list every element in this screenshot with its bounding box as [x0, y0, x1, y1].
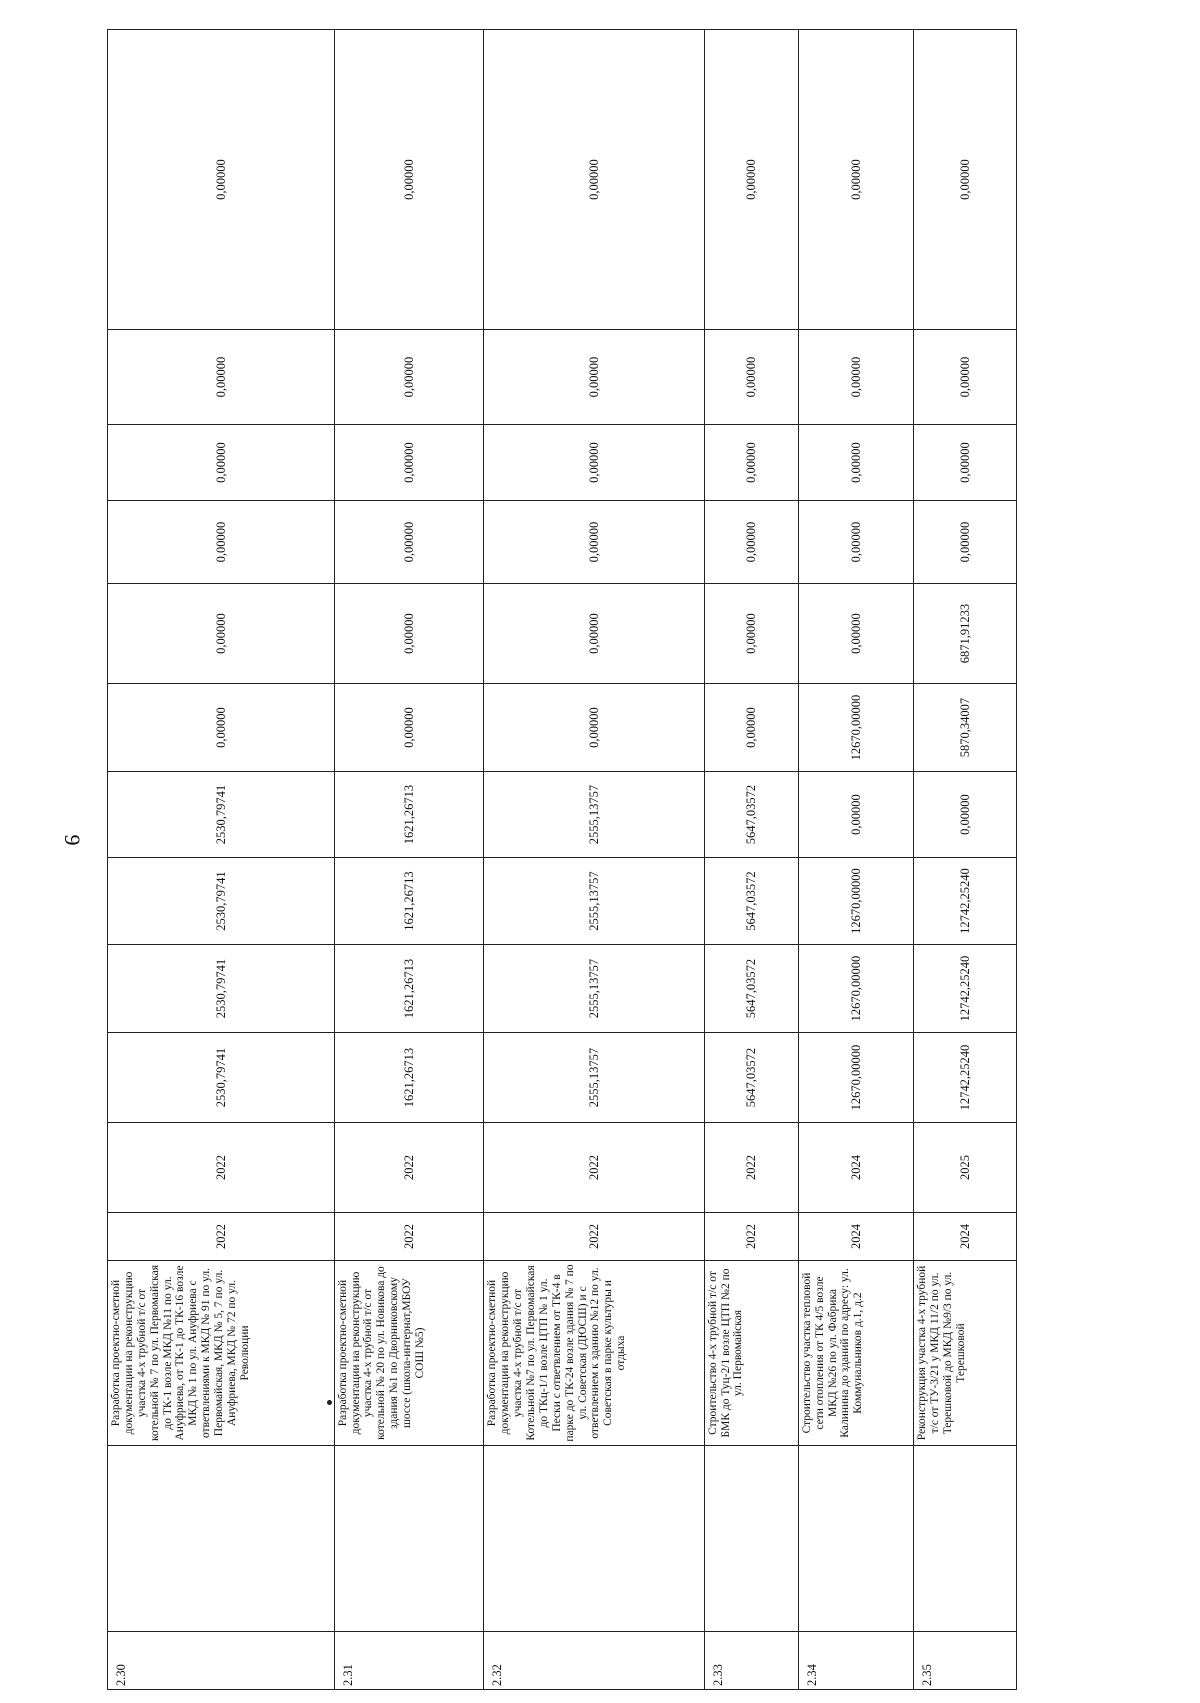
value-cell: 0,00000 — [108, 425, 335, 501]
table-row — [798, 30, 913, 1690]
scan-speck — [327, 1400, 332, 1405]
value-cell: 0,00000 — [334, 330, 484, 425]
blank-cell — [798, 1446, 913, 1632]
table-row — [334, 30, 484, 1690]
value-cell: 12670,00000 — [798, 858, 913, 945]
start-year-cell: 2022 — [108, 1213, 335, 1261]
value-cell: 0,00000 — [704, 425, 798, 501]
value-cell: 1621,26713 — [334, 1033, 484, 1123]
value-cell: 2530,79741 — [108, 772, 335, 858]
value-cell: 0,00000 — [704, 501, 798, 584]
value-cell: 0,00000 — [484, 30, 704, 330]
end-year-cell: 2022 — [484, 1123, 704, 1213]
start-year-cell: 2022 — [704, 1213, 798, 1261]
table-row — [914, 30, 1017, 1690]
value-cell: 5647,03572 — [704, 772, 798, 858]
value-cell: 5870,34007 — [914, 684, 1017, 772]
end-year-cell: 2022 — [108, 1123, 335, 1213]
row-number-cell: 2.35 — [914, 1632, 1017, 1690]
value-cell: 0,00000 — [704, 30, 798, 330]
end-year-cell: 2022 — [334, 1123, 484, 1213]
description-cell: Реконструкция участка 4-х трубной т/с от ТУ-3/21 у МКД 11/2 по ул. Терешковой до МКД №9/3 по ул. Терешковой — [914, 1261, 1017, 1446]
description-cell: Разработка проектно-сметной документации на реконструкцию участка 4-х трубной т/с от Котельной №7 по ул. Первомайская до ТКц-1/1 возле ЦТП № 1 ул. Пески с ответвлением от ТК-4 в парке до ТК-24 возле здания № 7 по ул. Советская (ДЮСШ) и с ответвлением к зданию №12 по ул. Советская в парке культуры и отдыха — [484, 1261, 704, 1446]
description-cell: Разработка проектно-сметной документации на реконструкцию участка 4-х трубной т/с от котельной № 7 по ул. Первомайская до ТК-1 возле МКД №11 по ул. Ануфриева, от ТК-1 до ТК-16 возле МКД № 1 по ул. Ануфриева с ответвлениями к МКД № 91 по ул. Первомайская, МКД № 5, 7 по ул. Ануфриева, МКД № 72 по ул. Революции — [108, 1261, 335, 1446]
value-cell: 0,00000 — [334, 30, 484, 330]
value-cell: 0,00000 — [704, 684, 798, 772]
value-cell: 0,00000 — [914, 330, 1017, 425]
value-cell: 0,00000 — [334, 501, 484, 584]
row-number-cell: 2.34 — [798, 1632, 913, 1690]
start-year-cell: 2022 — [484, 1213, 704, 1261]
value-cell: 1621,26713 — [334, 858, 484, 945]
description-cell: Строительство участка тепловой сети отопления от ТК 4/5 возле МКД №26 по ул. Фабрика Калинина до зданий по адресу: ул. Коммунальников д.1, д.2 — [798, 1261, 913, 1446]
blank-cell — [108, 1446, 335, 1632]
value-cell: 2530,79741 — [108, 858, 335, 945]
value-cell: 2555,13757 — [484, 772, 704, 858]
value-cell: 0,00000 — [484, 584, 704, 684]
value-cell: 0,00000 — [914, 501, 1017, 584]
table-row — [484, 30, 704, 1690]
value-cell: 12670,00000 — [798, 684, 913, 772]
budget-table — [107, 29, 1017, 1690]
value-cell: 0,00000 — [484, 501, 704, 584]
value-cell: 2555,13757 — [484, 945, 704, 1033]
value-cell: 0,00000 — [334, 584, 484, 684]
value-cell: 0,00000 — [484, 330, 704, 425]
value-cell: 12670,00000 — [798, 1033, 913, 1123]
value-cell: 0,00000 — [798, 501, 913, 584]
value-cell: 12670,00000 — [798, 945, 913, 1033]
value-cell: 12742,25240 — [914, 858, 1017, 945]
value-cell: 0,00000 — [798, 584, 913, 684]
value-cell: 12742,25240 — [914, 945, 1017, 1033]
start-year-cell: 2022 — [334, 1213, 484, 1261]
value-cell: 0,00000 — [704, 330, 798, 425]
value-cell: 12742,25240 — [914, 1033, 1017, 1123]
value-cell: 0,00000 — [798, 425, 913, 501]
value-cell: 2555,13757 — [484, 1033, 704, 1123]
value-cell: 2555,13757 — [484, 858, 704, 945]
value-cell: 0,00000 — [798, 330, 913, 425]
value-cell: 0,00000 — [704, 584, 798, 684]
value-cell: 0,00000 — [108, 330, 335, 425]
value-cell: 0,00000 — [484, 425, 704, 501]
value-cell: 0,00000 — [798, 772, 913, 858]
description-cell: Разработка проектно-сметной документации на реконструкцию участка 4-х трубной т/с от котельной № 20 по ул. Новикова до здания №1 по Дворниковскому шоссе (школа-интернат,МБОУ СОШ №5) — [334, 1261, 484, 1446]
value-cell: 2530,79741 — [108, 1033, 335, 1123]
value-cell: 1621,26713 — [334, 945, 484, 1033]
end-year-cell: 2025 — [914, 1123, 1017, 1213]
value-cell: 0,00000 — [914, 772, 1017, 858]
blank-cell — [334, 1446, 484, 1632]
value-cell: 0,00000 — [798, 30, 913, 330]
value-cell: 0,00000 — [334, 684, 484, 772]
end-year-cell: 2024 — [798, 1123, 913, 1213]
row-number-cell: 2.32 — [484, 1632, 704, 1690]
value-cell: 6871,91233 — [914, 584, 1017, 684]
value-cell: 0,00000 — [108, 584, 335, 684]
value-cell: 0,00000 — [484, 684, 704, 772]
table-row — [704, 30, 798, 1690]
blank-cell — [914, 1446, 1017, 1632]
value-cell: 0,00000 — [108, 30, 335, 330]
value-cell: 0,00000 — [914, 425, 1017, 501]
value-cell: 2530,79741 — [108, 945, 335, 1033]
row-number-cell: 2.33 — [704, 1632, 798, 1690]
start-year-cell: 2024 — [914, 1213, 1017, 1261]
rotated-table-container — [107, 30, 1017, 1690]
blank-cell — [704, 1446, 798, 1632]
start-year-cell: 2024 — [798, 1213, 913, 1261]
value-cell: 1621,26713 — [334, 772, 484, 858]
value-cell: 0,00000 — [334, 425, 484, 501]
blank-cell — [484, 1446, 704, 1632]
value-cell: 5647,03572 — [704, 945, 798, 1033]
table-row — [108, 30, 335, 1690]
row-number-cell: 2.30 — [108, 1632, 335, 1690]
row-number-cell: 2.31 — [334, 1632, 484, 1690]
value-cell: 0,00000 — [914, 30, 1017, 330]
value-cell: 0,00000 — [108, 684, 335, 772]
page-number: 9 — [60, 834, 85, 846]
end-year-cell: 2022 — [704, 1123, 798, 1213]
description-cell: Строительство 4-х трубной т/с от БМК до Туц-2/1 возле ЦТП №2 по ул. Первомайская — [704, 1261, 798, 1446]
value-cell: 5647,03572 — [704, 1033, 798, 1123]
value-cell: 0,00000 — [108, 501, 335, 584]
value-cell: 5647,03572 — [704, 858, 798, 945]
